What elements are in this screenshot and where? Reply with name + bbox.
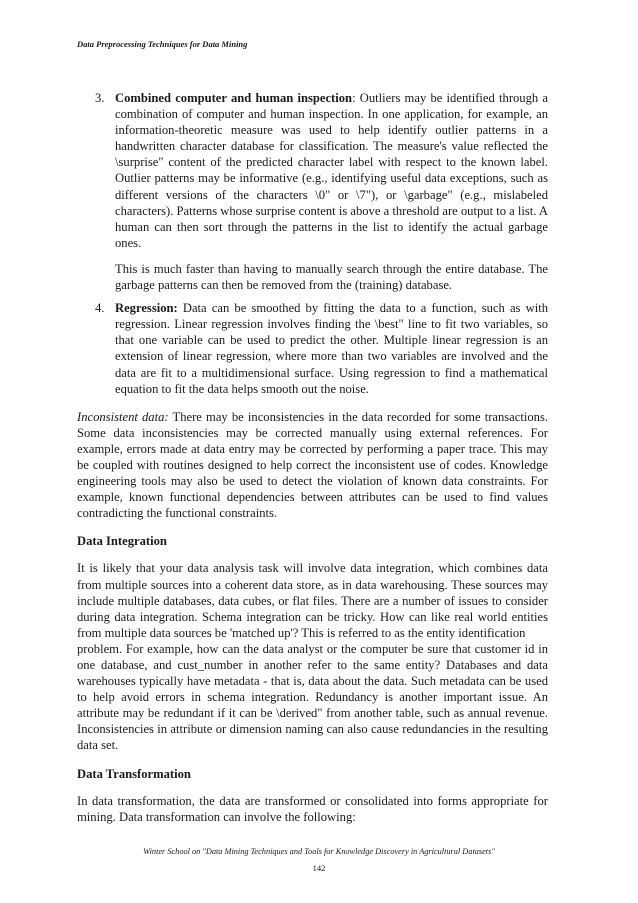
list-item-text: : Outliers may be identified through a combination of computer and human inspection. In one application, for example, an information-theoretic measure was used to help identify outlier patterns in a handwritten character database for classification. The measure's value reflected the \surprise" content of the predicted character label with respect to the known label. Outlier patterns may be informative (e.g., identifying useful data exceptions, such as different versions of the characters \0" or \7"), or \garbage" (e.g., mislabeled characters). Patterns whose surprise content is above a threshold are output to a list. A human can then sort through the patterns in the list to identify the actual garbage ones. — [115, 91, 549, 250]
list-item-3 — [77, 90, 548, 293]
list-number: 4. — [95, 301, 105, 316]
list-number: 3. — [95, 91, 105, 105]
list-item-paragraph — [115, 300, 548, 397]
inconsistent-data-paragraph — [77, 409, 548, 522]
list-item-title: Combined computer and human inspection — [115, 91, 353, 105]
list-item-text: Data can be smoothed by fitting the data to a function, such as with regression. Linear regression involves finding the \best" line to fit two variables, so that one variable can be used to predict the other. Multiple linear regression is an extension of linear regression, where more than two variables are involved and the data are fit to a multidimensional surface. Using regression to find a mathematical equation to fit the data helps smooth out the noise. — [115, 301, 548, 396]
integration-paragraph — [77, 560, 548, 753]
list-item-4 — [77, 300, 548, 397]
inconsistent-data-label: Inconsistent data: — [77, 409, 169, 424]
section-heading-data-transformation: Data Transformation — [77, 766, 191, 781]
section-heading-data-integration: Data Integration — [77, 534, 167, 549]
integration-text-part1: It is likely that your data analysis task will involve data integration, which combines data from multiple sources into a coherent data store, as in data warehousing. These sources may include multiple databases, data cubes, or flat files. There are a number of issues to consider during data integration. Schema integration can be tricky. How can like real world entities from multiple data sources be 'matched up'? This is referred to as the entity identification — [77, 561, 548, 640]
integration-text-part2: problem. For example, how can the data analyst or the computer be sure that customer id in one database, and cust_number in another refer to the same entity? Databases and data warehouses typically have metadata - that is, data about the data. Such metadata can be used to help avoid errors in schema integration. Redundancy is another important issue. An attribute may be redundant if it can be \derived" from another table, such as annual revenue. Inconsistencies in attribute or dimension naming can also cause redundancies in the resulting data set. — [77, 641, 548, 753]
page-number: 142 — [312, 863, 326, 873]
list-item-title: Regression: — [115, 301, 178, 316]
inconsistent-data-text: There may be inconsistencies in the data recorded for some transactions. Some data inconsistencies may be corrected manually using external references. For example, errors made at data entry may be corrected by performing a paper trace. This may be coupled with routines designed to help correct the inconsistent use of codes. Knowledge engineering tools may also be used to detect the violation of known data constraints. For example, known functional dependencies between attributes can be used to find values contradicting the functional constraints. — [77, 409, 549, 521]
running-header: Data Preprocessing Techniques for Data Mining — [77, 39, 248, 49]
footer-text: Winter School on "Data Mining Techniques and Tools for Knowledge Discovery in Agricultural Datasets" — [143, 847, 495, 856]
list-item-paragraph — [115, 90, 548, 251]
list-item-extra-paragraph: This is much faster than having to manually search through the entire database. The garbage patterns can then be removed from the (training) database. — [115, 261, 548, 293]
transformation-paragraph: In data transformation, the data are transformed or consolidated into forms appropriate for mining. Data transformation can involve the following: — [77, 793, 548, 824]
page-body — [77, 90, 548, 825]
